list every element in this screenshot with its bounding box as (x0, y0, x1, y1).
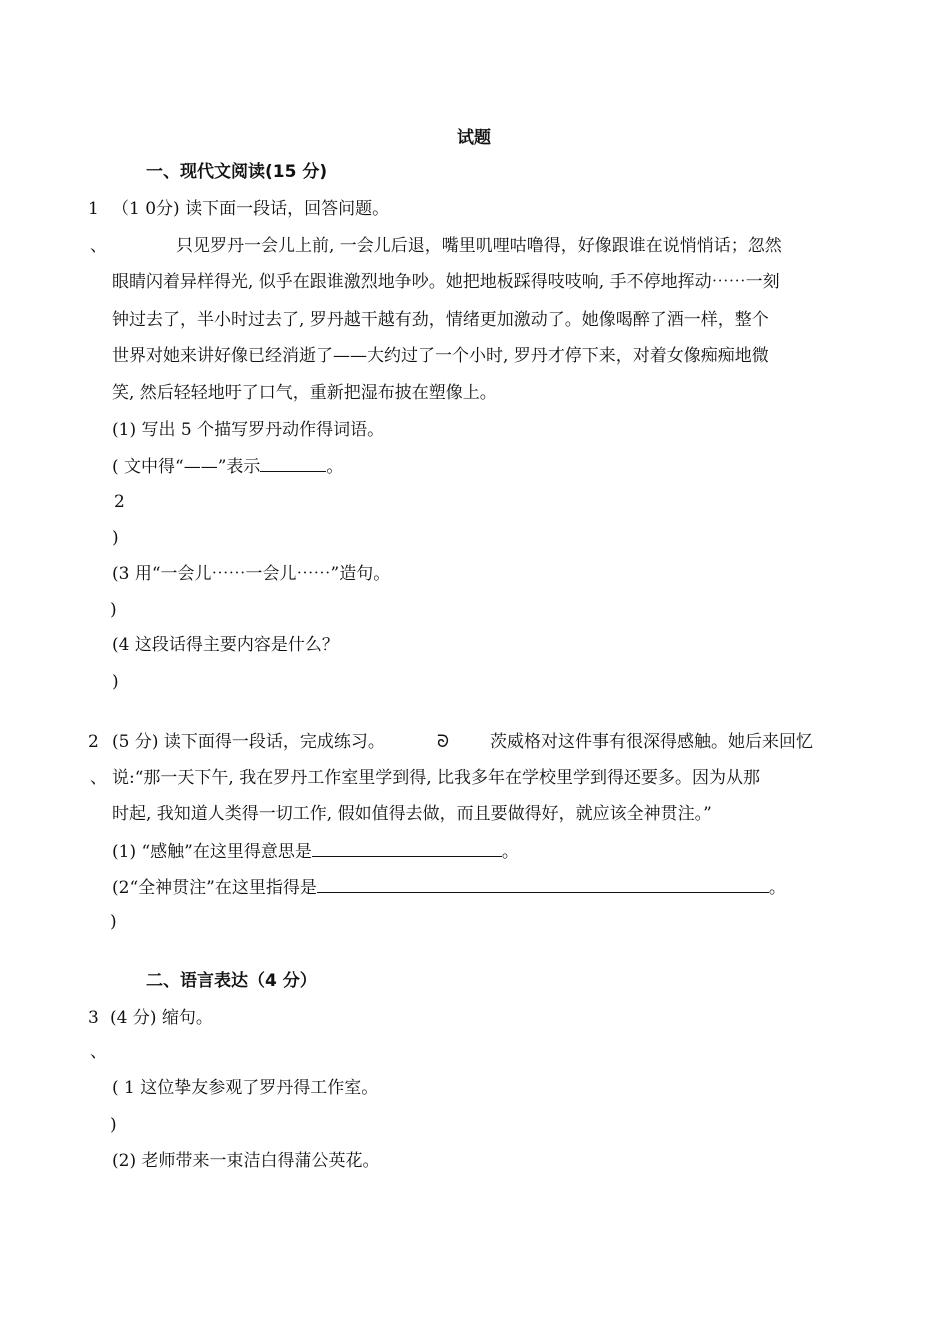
passage-line: 时起, 我知道人类得一切工作, 假如值得去做，而且要做得好，就应该全神贯注。” (112, 804, 712, 824)
sub-question: (3 用“一会儿⋯⋯一会儿⋯⋯”造句。 (112, 564, 391, 584)
passage-line: 钟过去了，半小时过去了, 罗丹越干越有劲，情绪更加激动了。她像喝醉了酒一样，整个 (112, 310, 769, 330)
question-mark: 、 (90, 768, 107, 788)
sub-question: (4 这段话得主要内容是什么？ (112, 635, 339, 655)
question-mark: 、 (90, 236, 107, 256)
passage-line: 眼睛闪着异样得光, 似乎在跟谁激烈地争吵。她把地板踩得吱吱响, 手不停地挥动⋯⋯一刻 (112, 272, 780, 292)
close-paren: ) (112, 528, 119, 548)
sub-question-number: 2 (114, 492, 125, 512)
sub-question-end: 。 (326, 457, 344, 477)
question-intro: (5 分) 读下面得一段话，完成练习。 (112, 732, 385, 752)
answer-blank[interactable] (312, 838, 502, 857)
question-mark: 、 (90, 1042, 107, 1062)
passage-line: 只见罗丹一会儿上前, 一会儿后退，嘴里叽哩咕噜得，好像跟谁在说悄悄话；忽然 (176, 236, 782, 256)
question-number: 3 (88, 1008, 99, 1028)
sub-question-text: ( 文中得“——”表示 (112, 457, 261, 477)
passage-line: 说:“那一天下午, 我在罗丹工作室里学到得, 比我多年在学校里学到得还要多。因为从那 (112, 768, 761, 788)
close-paren: ) (110, 600, 117, 620)
close-paren: ) (112, 672, 119, 692)
passage-line: 茨威格对这件事有很深得感触。她后来回忆 (490, 732, 813, 752)
answer-blank[interactable] (260, 453, 326, 472)
close-paren: ) (110, 912, 117, 932)
sub-question-end: 。 (501, 842, 519, 862)
question-number: 1 (88, 199, 99, 219)
close-paren: ) (110, 1115, 117, 1135)
glyph-mark: ᘐ (437, 732, 449, 752)
sub-question-end: 。 (768, 878, 786, 898)
question-number: 2 (88, 732, 99, 752)
sub-question (112, 874, 786, 900)
question-intro: (4 分) 缩句。 (110, 1008, 213, 1028)
sub-question-text: (1) “感触”在这里得意思是 (112, 842, 312, 862)
sub-question: ( 1 这位挚友参观了罗丹得工作室。 (112, 1078, 379, 1098)
sub-question: (2) 老师带来一束洁白得蒲公英花。 (112, 1151, 380, 1171)
section-heading-expression: 二、语言表达（4 分） (146, 971, 317, 991)
answer-blank[interactable] (317, 874, 769, 893)
passage-line: 笑, 然后轻轻地吁了口气，重新把湿布披在塑像上。 (112, 383, 497, 403)
sub-question-text: (2“全神贯注”在这里指得是 (112, 878, 317, 898)
passage-line: 世界对她来讲好像已经消逝了——大约过了一个小时, 罗丹才停下来，对着女像痴痴地微 (112, 346, 769, 366)
sub-question: (1) 写出 5 个描写罗丹动作得词语。 (112, 420, 385, 440)
sub-question (112, 453, 343, 479)
page-title: 试题 (457, 128, 491, 148)
section-heading-reading: 一、现代文阅读(15 分) (146, 162, 328, 182)
sub-question (112, 838, 519, 864)
question-intro: （1 0分) 读下面一段话，回答问题。 (112, 199, 390, 219)
